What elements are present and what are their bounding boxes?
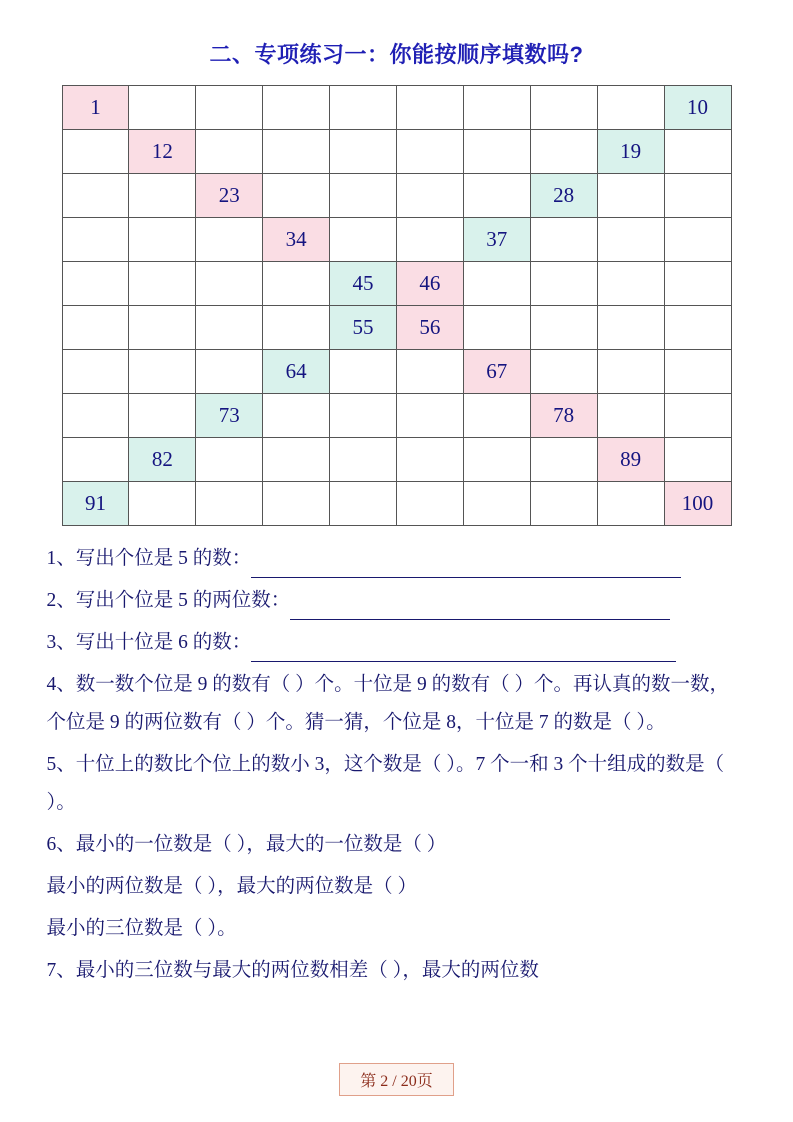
number-grid-container	[62, 85, 732, 526]
question-1-answer-blank[interactable]	[251, 558, 681, 579]
grid-cell-empty[interactable]	[530, 262, 597, 306]
question-2	[47, 582, 747, 620]
grid-cell-empty[interactable]	[396, 350, 463, 394]
grid-row	[62, 130, 731, 174]
page-number-badge: 第 2 / 20页	[339, 1063, 453, 1096]
grid-cell-empty[interactable]	[664, 262, 731, 306]
grid-cell-filled: 55	[330, 306, 397, 350]
grid-cell-filled: 37	[463, 218, 530, 262]
grid-cell-empty[interactable]	[530, 130, 597, 174]
grid-cell-empty[interactable]	[129, 482, 196, 526]
grid-cell-filled: 56	[396, 306, 463, 350]
question-6-line-1: 6、最小的一位数是（ ），最大的一位数是（ ）	[46, 834, 447, 856]
question-6-line-3: 最小的三位数是（ ）。	[46, 918, 237, 940]
grid-row	[62, 350, 731, 394]
grid-row	[62, 86, 731, 130]
question-3-answer-blank[interactable]	[251, 642, 676, 663]
grid-cell-empty[interactable]	[62, 130, 129, 174]
grid-row	[62, 174, 731, 218]
grid-cell-empty[interactable]	[664, 306, 731, 350]
grid-cell-empty[interactable]	[196, 306, 263, 350]
grid-cell-empty[interactable]	[463, 482, 530, 526]
grid-cell-empty[interactable]	[597, 350, 664, 394]
grid-cell-empty[interactable]	[530, 438, 597, 482]
grid-cell-empty[interactable]	[396, 394, 463, 438]
grid-cell-empty[interactable]	[196, 482, 263, 526]
grid-cell-empty[interactable]	[597, 86, 664, 130]
grid-row	[62, 218, 731, 262]
grid-cell-filled: 45	[330, 262, 397, 306]
grid-cell-empty[interactable]	[196, 438, 263, 482]
grid-cell-empty[interactable]	[396, 482, 463, 526]
grid-cell-empty[interactable]	[129, 218, 196, 262]
grid-cell-empty[interactable]	[129, 306, 196, 350]
grid-cell-empty[interactable]	[129, 262, 196, 306]
grid-row	[62, 262, 731, 306]
grid-cell-filled: 91	[62, 482, 129, 526]
grid-cell-filled: 19	[597, 130, 664, 174]
grid-cell-empty[interactable]	[530, 218, 597, 262]
question-4: 4、数一数个位是 9 的数有（ ）个。十位是 9 的数有（ ）个。再认真的数一数，个位是 9 的两位数有（ ）个。猜一猜，个位是 8，十位是 7 的数是（ ）。	[46, 674, 730, 734]
grid-cell-empty[interactable]	[196, 350, 263, 394]
grid-cell-empty[interactable]	[196, 218, 263, 262]
grid-row	[62, 438, 731, 482]
grid-cell-empty[interactable]	[597, 218, 664, 262]
grid-cell-empty[interactable]	[129, 174, 196, 218]
grid-cell-filled: 64	[263, 350, 330, 394]
grid-cell-empty[interactable]	[530, 350, 597, 394]
grid-row	[62, 394, 731, 438]
grid-cell-empty[interactable]	[62, 262, 129, 306]
grid-cell-filled: 73	[196, 394, 263, 438]
grid-cell-empty[interactable]	[664, 174, 731, 218]
grid-cell-empty[interactable]	[330, 350, 397, 394]
grid-cell-empty[interactable]	[263, 86, 330, 130]
grid-cell-empty[interactable]	[62, 438, 129, 482]
grid-cell-empty[interactable]	[263, 262, 330, 306]
grid-cell-filled: 82	[129, 438, 196, 482]
grid-cell-empty[interactable]	[664, 218, 731, 262]
question-3-text: 3、写出十位是 6 的数：	[46, 632, 252, 654]
grid-cell-empty[interactable]	[530, 306, 597, 350]
page-title: 二、专项练习一：你能按顺序填数吗?	[209, 42, 584, 67]
question-6-line-2: 最小的两位数是（ ），最大的两位数是（ ）	[46, 876, 418, 898]
question-7: 7、最小的三位数与最大的两位数相差（ ），最大的两位数	[46, 960, 539, 982]
grid-cell-empty[interactable]	[263, 394, 330, 438]
grid-cell-empty[interactable]	[330, 174, 397, 218]
grid-cell-filled: 78	[530, 394, 597, 438]
grid-cell-filled: 100	[664, 482, 731, 526]
grid-cell-empty[interactable]	[196, 86, 263, 130]
grid-cell-empty[interactable]	[396, 86, 463, 130]
grid-cell-empty[interactable]	[396, 174, 463, 218]
question-1	[47, 540, 747, 578]
grid-cell-empty[interactable]	[597, 174, 664, 218]
grid-cell-empty[interactable]	[463, 130, 530, 174]
grid-cell-empty[interactable]	[463, 86, 530, 130]
grid-row	[62, 482, 731, 526]
grid-cell-filled: 28	[530, 174, 597, 218]
page-footer	[0, 1063, 793, 1096]
grid-cell-empty[interactable]	[330, 86, 397, 130]
questions-list	[47, 540, 747, 990]
question-2-text: 2、写出个位是 5 的两位数：	[46, 590, 291, 612]
grid-cell-filled: 1	[62, 86, 129, 130]
grid-cell-empty[interactable]	[129, 394, 196, 438]
grid-cell-empty[interactable]	[664, 350, 731, 394]
grid-cell-empty[interactable]	[330, 130, 397, 174]
number-grid	[62, 85, 732, 526]
grid-cell-empty[interactable]	[330, 438, 397, 482]
grid-cell-empty[interactable]	[196, 262, 263, 306]
grid-cell-filled: 46	[396, 262, 463, 306]
grid-cell-empty[interactable]	[530, 482, 597, 526]
grid-cell-empty[interactable]	[664, 394, 731, 438]
grid-cell-empty[interactable]	[62, 174, 129, 218]
grid-cell-empty[interactable]	[463, 438, 530, 482]
grid-cell-empty[interactable]	[263, 174, 330, 218]
grid-cell-empty[interactable]	[597, 262, 664, 306]
grid-cell-empty[interactable]	[396, 218, 463, 262]
grid-cell-empty[interactable]	[263, 130, 330, 174]
grid-cell-empty[interactable]	[664, 130, 731, 174]
grid-cell-empty[interactable]	[396, 130, 463, 174]
grid-cell-empty[interactable]	[62, 350, 129, 394]
grid-cell-filled: 34	[263, 218, 330, 262]
grid-cell-empty[interactable]	[330, 218, 397, 262]
grid-cell-empty[interactable]	[263, 482, 330, 526]
grid-cell-empty[interactable]	[597, 482, 664, 526]
grid-cell-empty[interactable]	[196, 130, 263, 174]
grid-cell-empty[interactable]	[463, 174, 530, 218]
question-3	[47, 624, 747, 662]
grid-cell-empty[interactable]	[330, 482, 397, 526]
grid-cell-empty[interactable]	[463, 306, 530, 350]
grid-cell-empty[interactable]	[263, 438, 330, 482]
question-2-answer-blank[interactable]	[290, 600, 670, 621]
grid-cell-filled: 89	[597, 438, 664, 482]
grid-cell-empty[interactable]	[62, 306, 129, 350]
grid-cell-empty[interactable]	[396, 438, 463, 482]
grid-cell-empty[interactable]	[62, 394, 129, 438]
grid-cell-empty[interactable]	[597, 394, 664, 438]
grid-cell-empty[interactable]	[263, 306, 330, 350]
grid-row	[62, 306, 731, 350]
grid-cell-empty[interactable]	[463, 262, 530, 306]
question-1-text: 1、写出个位是 5 的数：	[46, 548, 252, 569]
grid-cell-empty[interactable]	[597, 306, 664, 350]
grid-cell-empty[interactable]	[129, 86, 196, 130]
grid-cell-empty[interactable]	[664, 438, 731, 482]
grid-cell-filled: 23	[196, 174, 263, 218]
grid-cell-empty[interactable]	[330, 394, 397, 438]
grid-cell-empty[interactable]	[62, 218, 129, 262]
question-5: 5、十位上的数比个位上的数小 3，这个数是（ ）。7 个一和 3 个十组成的数是（ ）。	[46, 754, 725, 814]
grid-cell-filled: 10	[664, 86, 731, 130]
grid-cell-filled: 12	[129, 130, 196, 174]
grid-cell-empty[interactable]	[463, 394, 530, 438]
grid-cell-empty[interactable]	[530, 86, 597, 130]
grid-cell-empty[interactable]	[129, 350, 196, 394]
grid-cell-filled: 67	[463, 350, 530, 394]
